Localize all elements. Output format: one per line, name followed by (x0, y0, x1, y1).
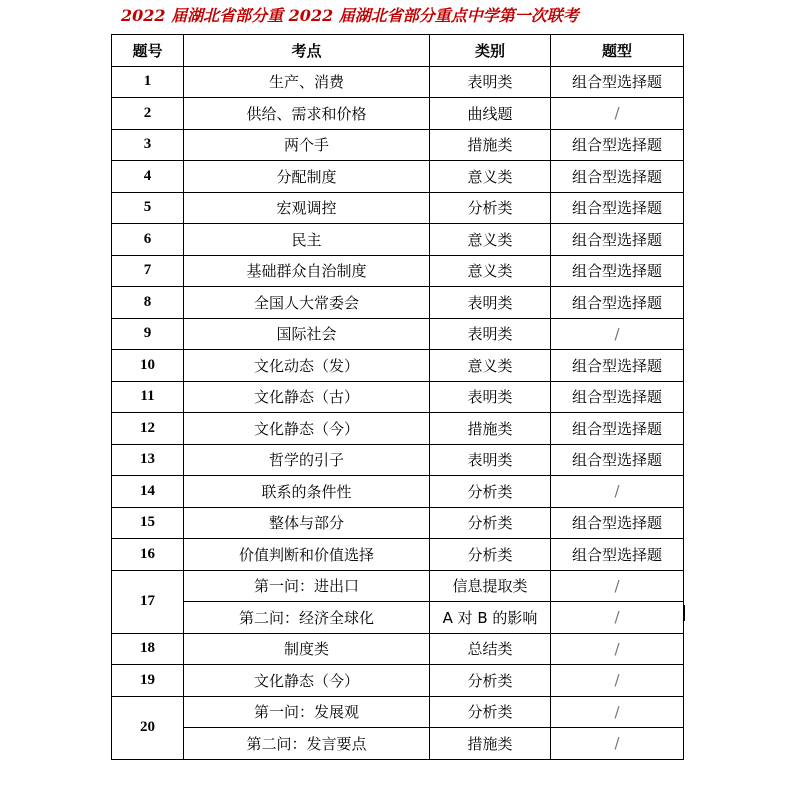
row-category: A 对 B 的影响 (430, 602, 551, 634)
row-number: 16 (112, 539, 184, 571)
row-category: 信息提取类 (430, 570, 551, 602)
row-category: 曲线题 (430, 98, 551, 130)
row-category: 分析类 (430, 192, 551, 224)
row-type: 组合型选择题 (551, 224, 684, 256)
header-point: 考点 (184, 35, 430, 67)
table-row (112, 161, 684, 193)
row-point: 文化静态（古） (184, 381, 430, 413)
row-number: 15 (112, 507, 184, 539)
row-number: 11 (112, 381, 184, 413)
table-row (112, 476, 684, 508)
row-category: 表明类 (430, 444, 551, 476)
row-type: 组合型选择题 (551, 129, 684, 161)
table-row (112, 255, 684, 287)
row-category: 分析类 (430, 665, 551, 697)
table-row (112, 287, 684, 319)
row-number: 2 (112, 98, 184, 130)
row-point: 分配制度 (184, 161, 430, 193)
row-category: 意义类 (430, 350, 551, 382)
row-category: 表明类 (430, 318, 551, 350)
row-point: 联系的条件性 (184, 476, 430, 508)
row-type: / (551, 570, 684, 602)
table-row (112, 98, 684, 130)
row-point: 第二问：发言要点 (184, 728, 430, 760)
document-title: 2022 届湖北省部分重 2022 届湖北省部分重点中学第一次联考 (121, 6, 579, 25)
row-number: 4 (112, 161, 184, 193)
row-type: / (551, 602, 684, 634)
row-category: 表明类 (430, 66, 551, 98)
row-number: 20 (112, 696, 184, 759)
row-type: 组合型选择题 (551, 350, 684, 382)
row-point: 哲学的引子 (184, 444, 430, 476)
row-type: / (551, 633, 684, 665)
row-type: 组合型选择题 (551, 539, 684, 571)
row-number: 19 (112, 665, 184, 697)
row-number: 9 (112, 318, 184, 350)
table-row (112, 318, 684, 350)
header-number: 题号 (112, 35, 184, 67)
row-point: 文化静态（今） (184, 413, 430, 445)
table-row (112, 224, 684, 256)
row-type: 组合型选择题 (551, 255, 684, 287)
text-cursor-mark (683, 605, 685, 621)
table-row (112, 602, 684, 634)
row-point: 供给、需求和价格 (184, 98, 430, 130)
row-point: 民主 (184, 224, 430, 256)
row-number: 1 (112, 66, 184, 98)
row-number: 14 (112, 476, 184, 508)
row-type: 组合型选择题 (551, 507, 684, 539)
header-type: 题型 (551, 35, 684, 67)
table-row (112, 507, 684, 539)
row-category: 总结类 (430, 633, 551, 665)
row-point: 生产、消费 (184, 66, 430, 98)
row-type: / (551, 696, 684, 728)
row-category: 意义类 (430, 161, 551, 193)
row-point: 基础群众自治制度 (184, 255, 430, 287)
row-type: / (551, 728, 684, 760)
row-category: 措施类 (430, 413, 551, 445)
row-point: 国际社会 (184, 318, 430, 350)
row-number: 5 (112, 192, 184, 224)
row-point: 第二问：经济全球化 (184, 602, 430, 634)
row-type: / (551, 665, 684, 697)
row-type: / (551, 98, 684, 130)
row-number: 17 (112, 570, 184, 633)
table-row (112, 728, 684, 760)
row-type: 组合型选择题 (551, 161, 684, 193)
row-point: 价值判断和价值选择 (184, 539, 430, 571)
row-point: 两个手 (184, 129, 430, 161)
row-number: 8 (112, 287, 184, 319)
table-row (112, 444, 684, 476)
row-category: 分析类 (430, 507, 551, 539)
row-number: 10 (112, 350, 184, 382)
table-row (112, 381, 684, 413)
table-row (112, 129, 684, 161)
row-number: 3 (112, 129, 184, 161)
row-point: 宏观调控 (184, 192, 430, 224)
row-type: 组合型选择题 (551, 381, 684, 413)
row-point: 文化动态（发） (184, 350, 430, 382)
row-point: 全国人大常委会 (184, 287, 430, 319)
row-point: 第一问：进出口 (184, 570, 430, 602)
row-point: 制度类 (184, 633, 430, 665)
row-category: 意义类 (430, 255, 551, 287)
row-category: 措施类 (430, 728, 551, 760)
table-row (112, 413, 684, 445)
row-category: 分析类 (430, 539, 551, 571)
row-category: 措施类 (430, 129, 551, 161)
row-number: 13 (112, 444, 184, 476)
row-category: 表明类 (430, 287, 551, 319)
row-type: / (551, 476, 684, 508)
table-row (112, 633, 684, 665)
row-point: 整体与部分 (184, 507, 430, 539)
row-category: 表明类 (430, 381, 551, 413)
table-row (112, 539, 684, 571)
row-category: 分析类 (430, 696, 551, 728)
row-category: 分析类 (430, 476, 551, 508)
row-type: 组合型选择题 (551, 287, 684, 319)
row-point: 文化静态（今） (184, 665, 430, 697)
row-number: 6 (112, 224, 184, 256)
exam-points-table (111, 34, 684, 760)
header-category: 类别 (430, 35, 551, 67)
table-row (112, 570, 684, 602)
table-row (112, 192, 684, 224)
table-row (112, 66, 684, 98)
table-row (112, 350, 684, 382)
row-number: 12 (112, 413, 184, 445)
table-row (112, 665, 684, 697)
table-row (112, 696, 684, 728)
table-header-row (112, 35, 684, 67)
row-type: 组合型选择题 (551, 413, 684, 445)
row-type: / (551, 318, 684, 350)
row-category: 意义类 (430, 224, 551, 256)
row-type: 组合型选择题 (551, 192, 684, 224)
row-number: 18 (112, 633, 184, 665)
row-number: 7 (112, 255, 184, 287)
row-type: 组合型选择题 (551, 66, 684, 98)
row-type: 组合型选择题 (551, 444, 684, 476)
row-point: 第一问：发展观 (184, 696, 430, 728)
